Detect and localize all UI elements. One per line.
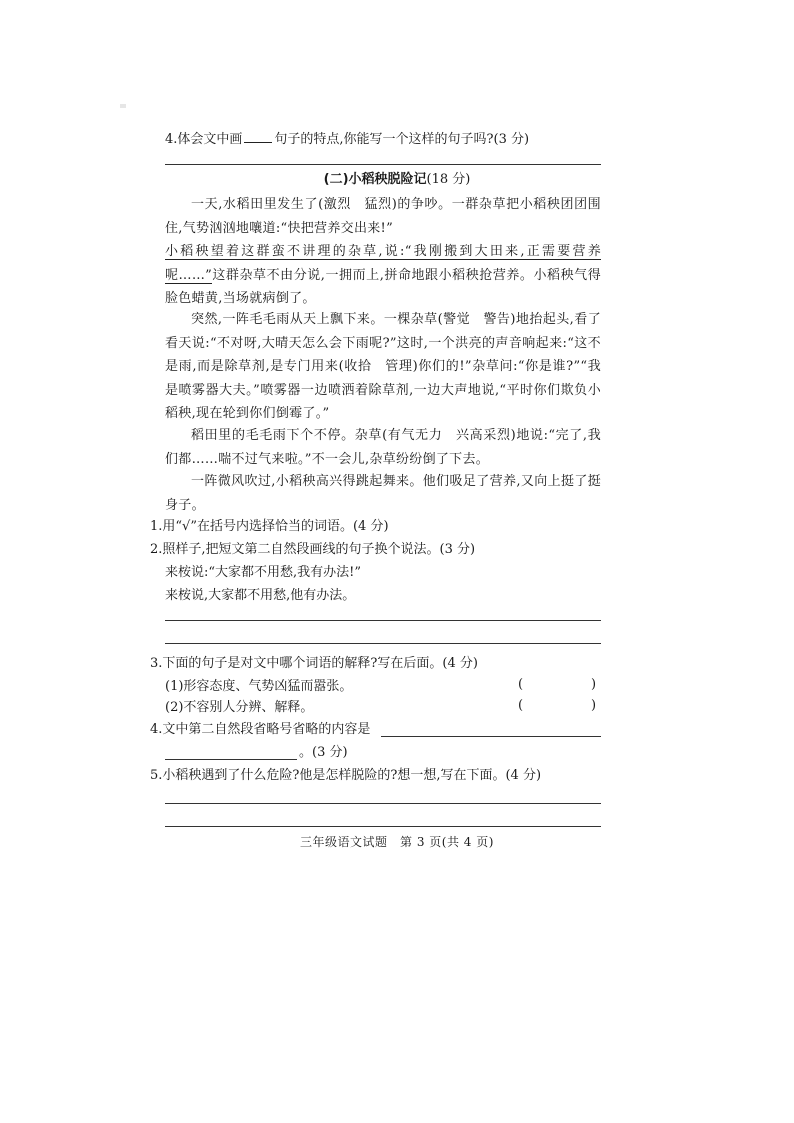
answer-bracket-open-1[interactable]: (: [518, 677, 524, 692]
answer-bracket-open-2[interactable]: (: [518, 698, 524, 713]
scan-mark: [120, 104, 126, 108]
section-title-text: (二)小稻秧脱险记: [323, 172, 427, 187]
question-4-end: 。(3 分): [299, 745, 348, 760]
question-3-item-2: (2)不容别人分辨、解释。: [165, 700, 314, 715]
passage-paragraph-4: 稻田里的毛毛雨下个不停。杂草(有气无力 兴高采烈)地说:“完了,我们都……喘不过气来啦。”不一会儿,杂草纷纷倒了下去。: [165, 428, 601, 467]
question-5: 5.小稻秧遇到了什么危险?他是怎样脱险的?想一想,写在下面。(4 分): [150, 768, 542, 783]
question-1: 1.用“√”在括号内选择恰当的词语。(4 分): [150, 519, 389, 534]
inline-blank[interactable]: [244, 130, 272, 143]
question-4-top: [165, 130, 529, 148]
question-4: 4.文中第二自然段省略号省略的内容是: [150, 722, 371, 737]
passage-paragraph-5: 一阵微风吹过,小稻秧高兴得跳起舞来。他们吸足了营养,又向上挺了挺身子。: [165, 474, 601, 513]
question-4-top-before: 4.体会文中画: [165, 132, 243, 147]
question-3: 3.下面的句子是对文中哪个词语的解释?写在后面。(4 分): [150, 656, 478, 671]
section-title: [0, 172, 794, 188]
question-3-item-1: (1)形容态度、气势凶猛而嚣张。: [165, 679, 353, 694]
answer-bracket-close-1: ): [591, 677, 597, 692]
section-score: (18 分): [426, 172, 471, 187]
answer-line-q2-2[interactable]: [165, 643, 601, 644]
answer-bracket-close-2: ): [591, 698, 597, 713]
page-footer: 三年级语文试题 第 3 页(共 4 页): [300, 835, 494, 849]
answer-line-q5-1[interactable]: [165, 803, 601, 804]
question-2-example-1: 来桉说:“大家都不用愁,我有办法!”: [165, 565, 362, 580]
passage-paragraph-3: 突然,一阵毛毛雨从天上飘下来。一棵杂草(警觉 警告)地抬起头,看了看天说:“不对呀,大晴天怎么会下雨呢?”这时,一个洪亮的声音响起来:“这不是雨,而是除草剂,是专门用来(收拾 管理)你们的!”杂草问:“你是谁?”“我是喷雾器大夫。”喷雾器一边喷洒着除草剂,一边大声地说,“平时你们欺负小稻秧,现在轮到你们倒霉了。”: [165, 312, 601, 421]
answer-line-q4-top[interactable]: [165, 164, 601, 165]
underlined-sentence: 小稻秧望着这群蛮不讲理的杂草,说:“我刚搬到大田来,正需要营养呢……”: [165, 244, 601, 283]
answer-line-q4-a[interactable]: [381, 736, 601, 737]
passage-paragraph-2-rest: 这群杂草不由分说,一拥而上,拼命地跟小稻秧抢营养。小稻秧气得脸色蜡黄,当场就病倒了。: [165, 267, 601, 306]
question-2-example-2: 来桉说,大家都不用愁,他有办法。: [165, 588, 356, 603]
question-4-top-after: 句子的特点,你能写一个这样的句子吗?(3 分): [274, 132, 530, 147]
question-2: 2.照样子,把短文第二自然段画线的句子换个说法。(3 分): [150, 542, 476, 557]
answer-line-q5-2[interactable]: [165, 826, 601, 827]
passage-paragraph-2: [165, 240, 601, 311]
answer-line-q4-b[interactable]: [165, 759, 297, 760]
answer-line-q2-1[interactable]: [165, 620, 601, 621]
passage-paragraph-1: 一天,水稻田里发生了(激烈 猛烈)的争吵。一群杂草把小稻秧团团围住,气势汹汹地嚷道:“快把营养交出来!”: [165, 197, 601, 236]
